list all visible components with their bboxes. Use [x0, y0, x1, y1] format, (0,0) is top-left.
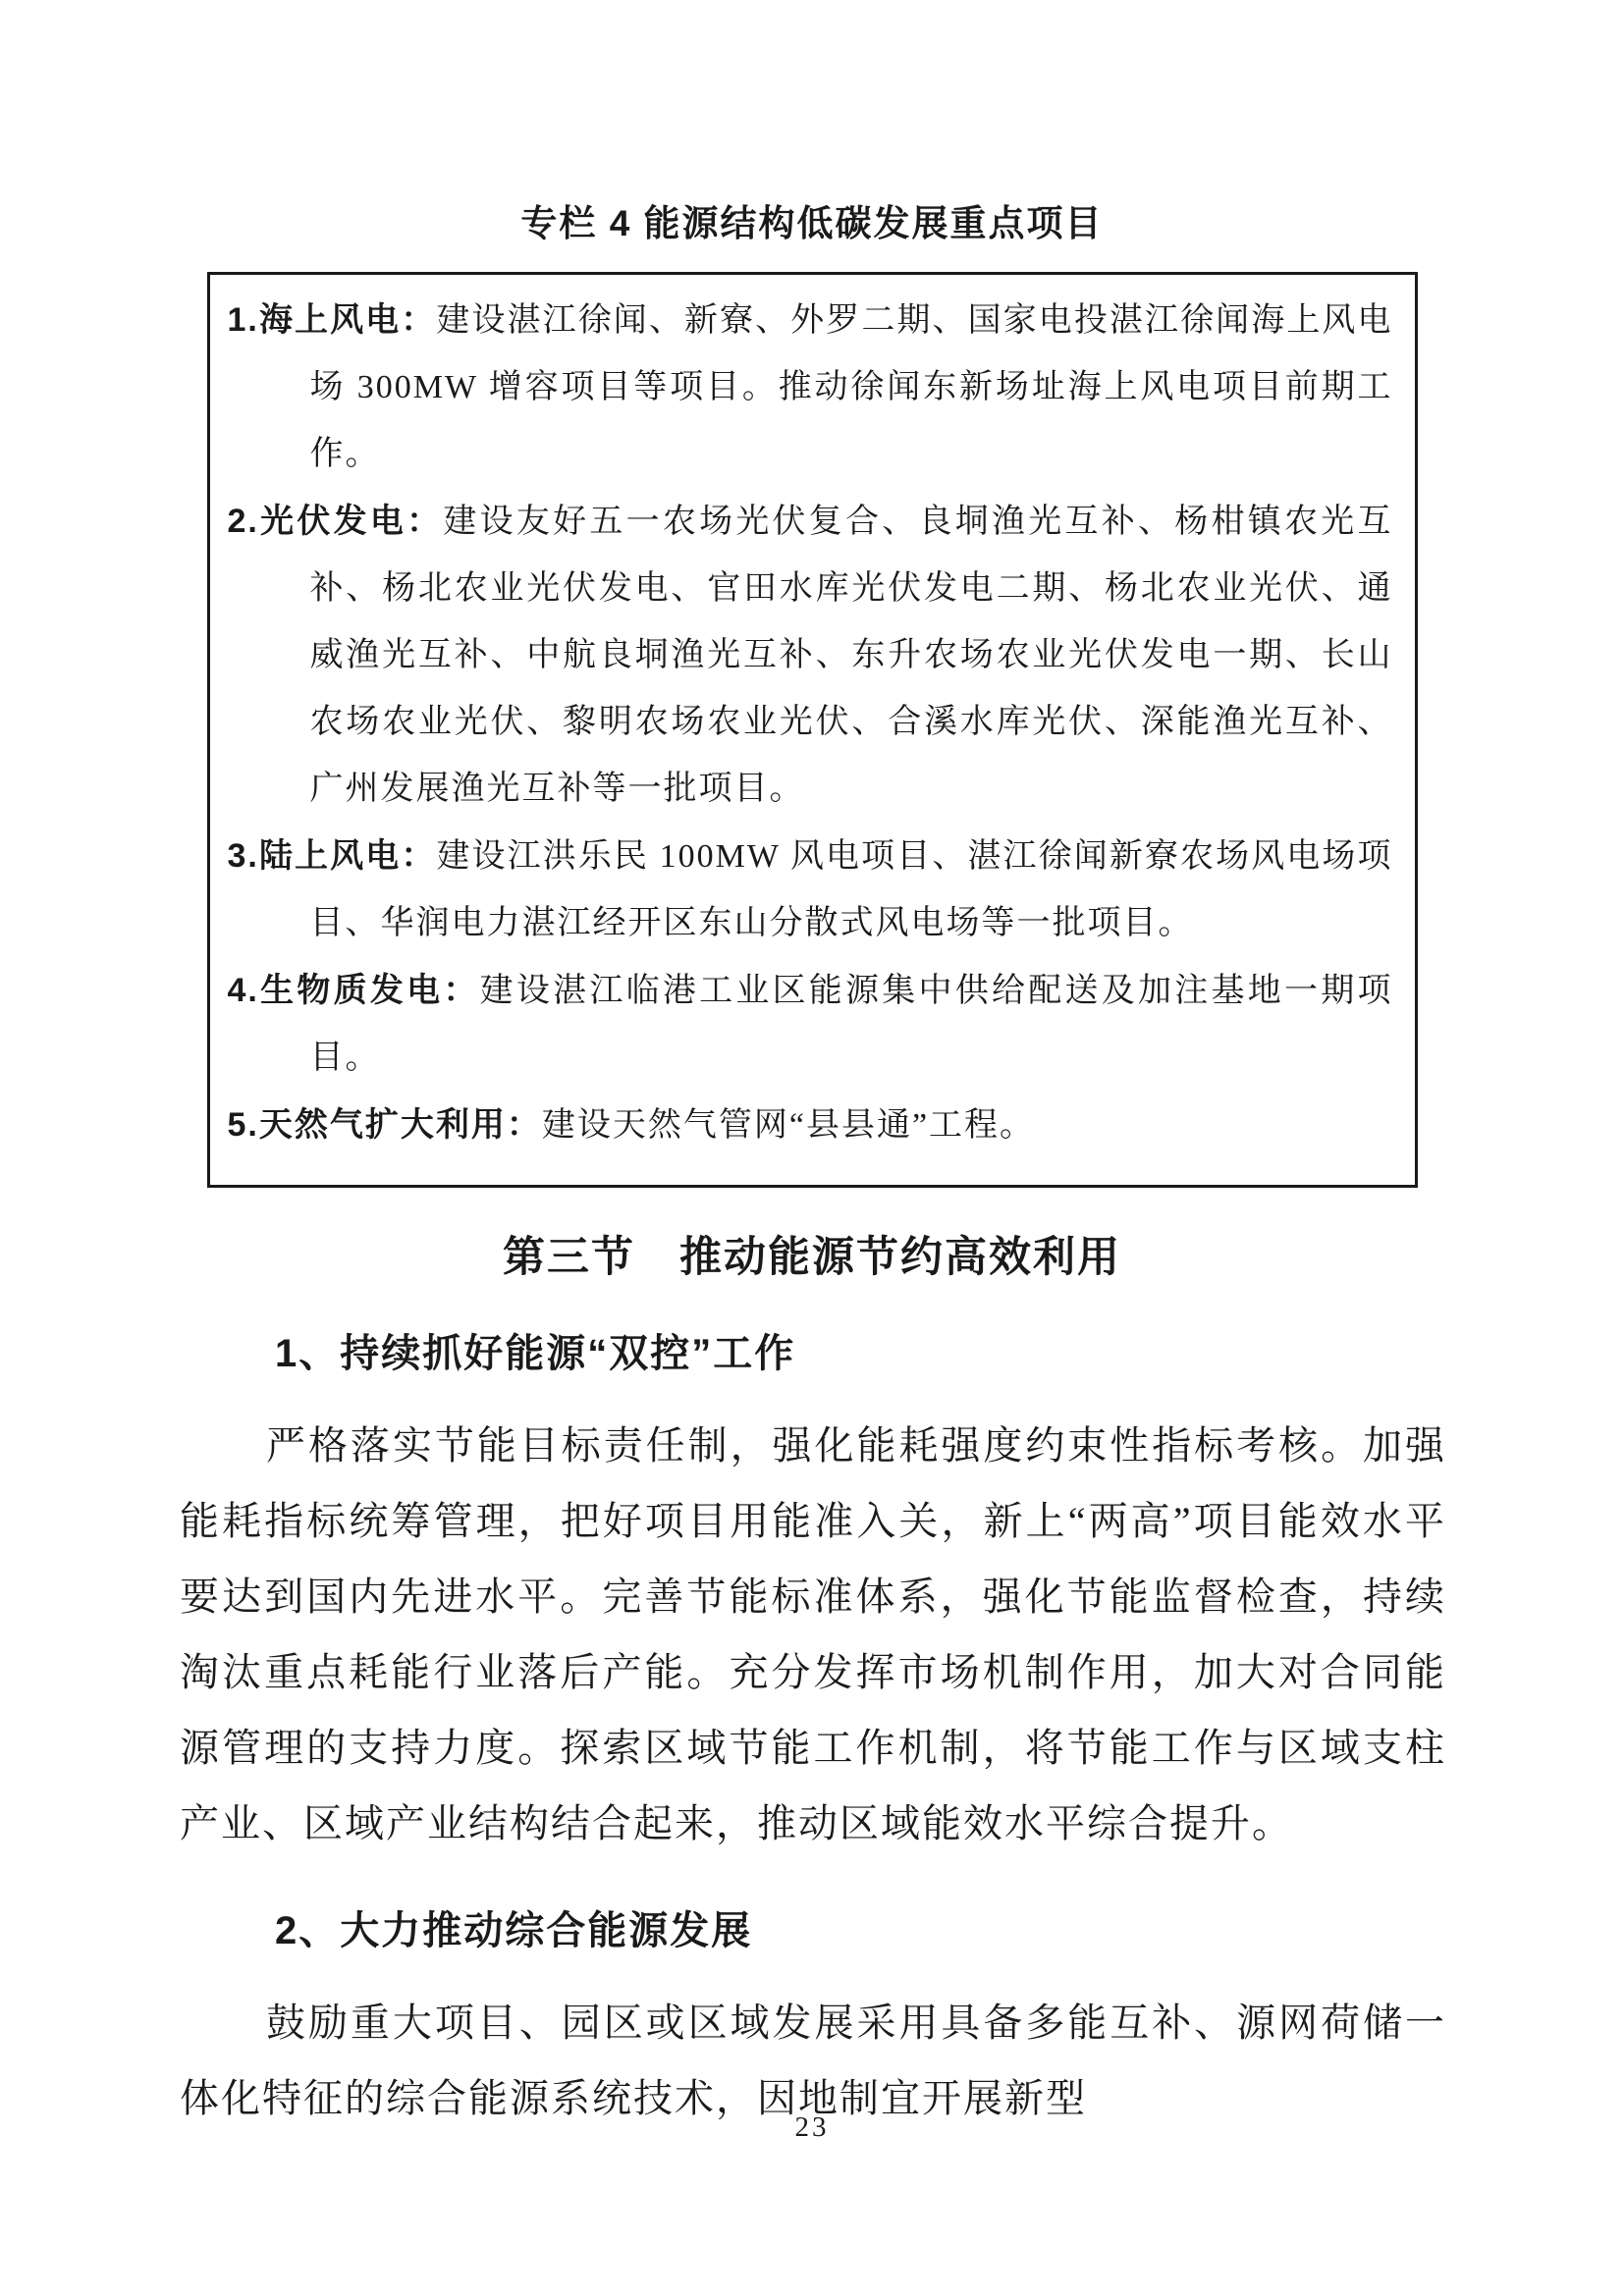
- box-item-solar-pv: [228, 488, 1393, 823]
- box-title: 专栏 4 能源结构低碳发展重点项目: [520, 203, 1104, 243]
- box-item-natural-gas: [228, 1092, 1393, 1159]
- box-item-text: 建设友好五一农场光伏复合、良垌渔光互补、杨柑镇农光互补、杨北农业光伏发电、官田水库光伏发电二期、杨北农业光伏、通威渔光互补、中航良垌渔光互补、东升农场农业光伏发电一期、长山农场农业光伏、黎明农场农业光伏、合溪水库光伏、深能渔光互补、广州发展渔光互补等一批项目。: [309, 504, 1393, 807]
- box-item-label: 4.生物质发电：: [227, 972, 480, 1009]
- box-item-offshore-wind: [228, 287, 1393, 488]
- subsection-2-paragraph: 鼓励重大项目、园区或区域发展采用具备多能互补、源网荷储一体化特征的综合能源系统技术，因地制宜开展新型: [180, 2001, 1446, 2120]
- box-item-text: 建设湛江徐闻、新寮、外罗二期、国家电投湛江徐闻海上风电场 300MW 增容项目等项目。推动徐闻东新场址海上风电项目前期工作。: [309, 302, 1393, 472]
- subsection-1-heading: 1、持续抓好能源“双控”工作: [275, 1332, 796, 1375]
- section-title: 第三节 推动能源节约高效利用: [503, 1234, 1121, 1281]
- subsection-2-heading: 2、大力推动综合能源发展: [275, 1909, 753, 1952]
- box-item-text: 建设天然气管网“县县通”工程。: [541, 1107, 1036, 1144]
- subsection-1-paragraph: 严格落实节能目标责任制，强化能耗强度约束性指标考核。加强能耗指标统筹管理，把好项目用能准入关，新上“两高”项目能效水平要达到国内先进水平。完善节能标准体系，强化节能监督检查，持续淘汰重点耗能行业落后产能。充分发挥市场机制作用，加大对合同能源管理的支持力度。探索区域节能工作机制，将节能工作与区域支柱产业、区域产业结构结合起来，推动区域能效水平综合提升。: [180, 1423, 1446, 1845]
- box-item-label: 5.天然气扩大利用：: [227, 1106, 542, 1144]
- box-item-text: 建设江洪乐民 100MW 风电项目、湛江徐闻新寮农场风电场项目、华润电力湛江经开区东山分散式风电场等一批项目。: [309, 838, 1393, 941]
- box-item-biomass-power: [228, 957, 1393, 1092]
- project-box: [207, 272, 1418, 1188]
- box-item-onshore-wind: [228, 823, 1393, 957]
- box-item-label: 3.陆上风电：: [227, 837, 437, 875]
- box-item-text: 建设湛江临港工业区能源集中供给配送及加注基地一期项目。: [309, 973, 1393, 1076]
- box-item-label: 2.光伏发电：: [227, 503, 444, 540]
- page-number: 23: [794, 2111, 830, 2143]
- box-item-label: 1.海上风电：: [227, 301, 437, 339]
